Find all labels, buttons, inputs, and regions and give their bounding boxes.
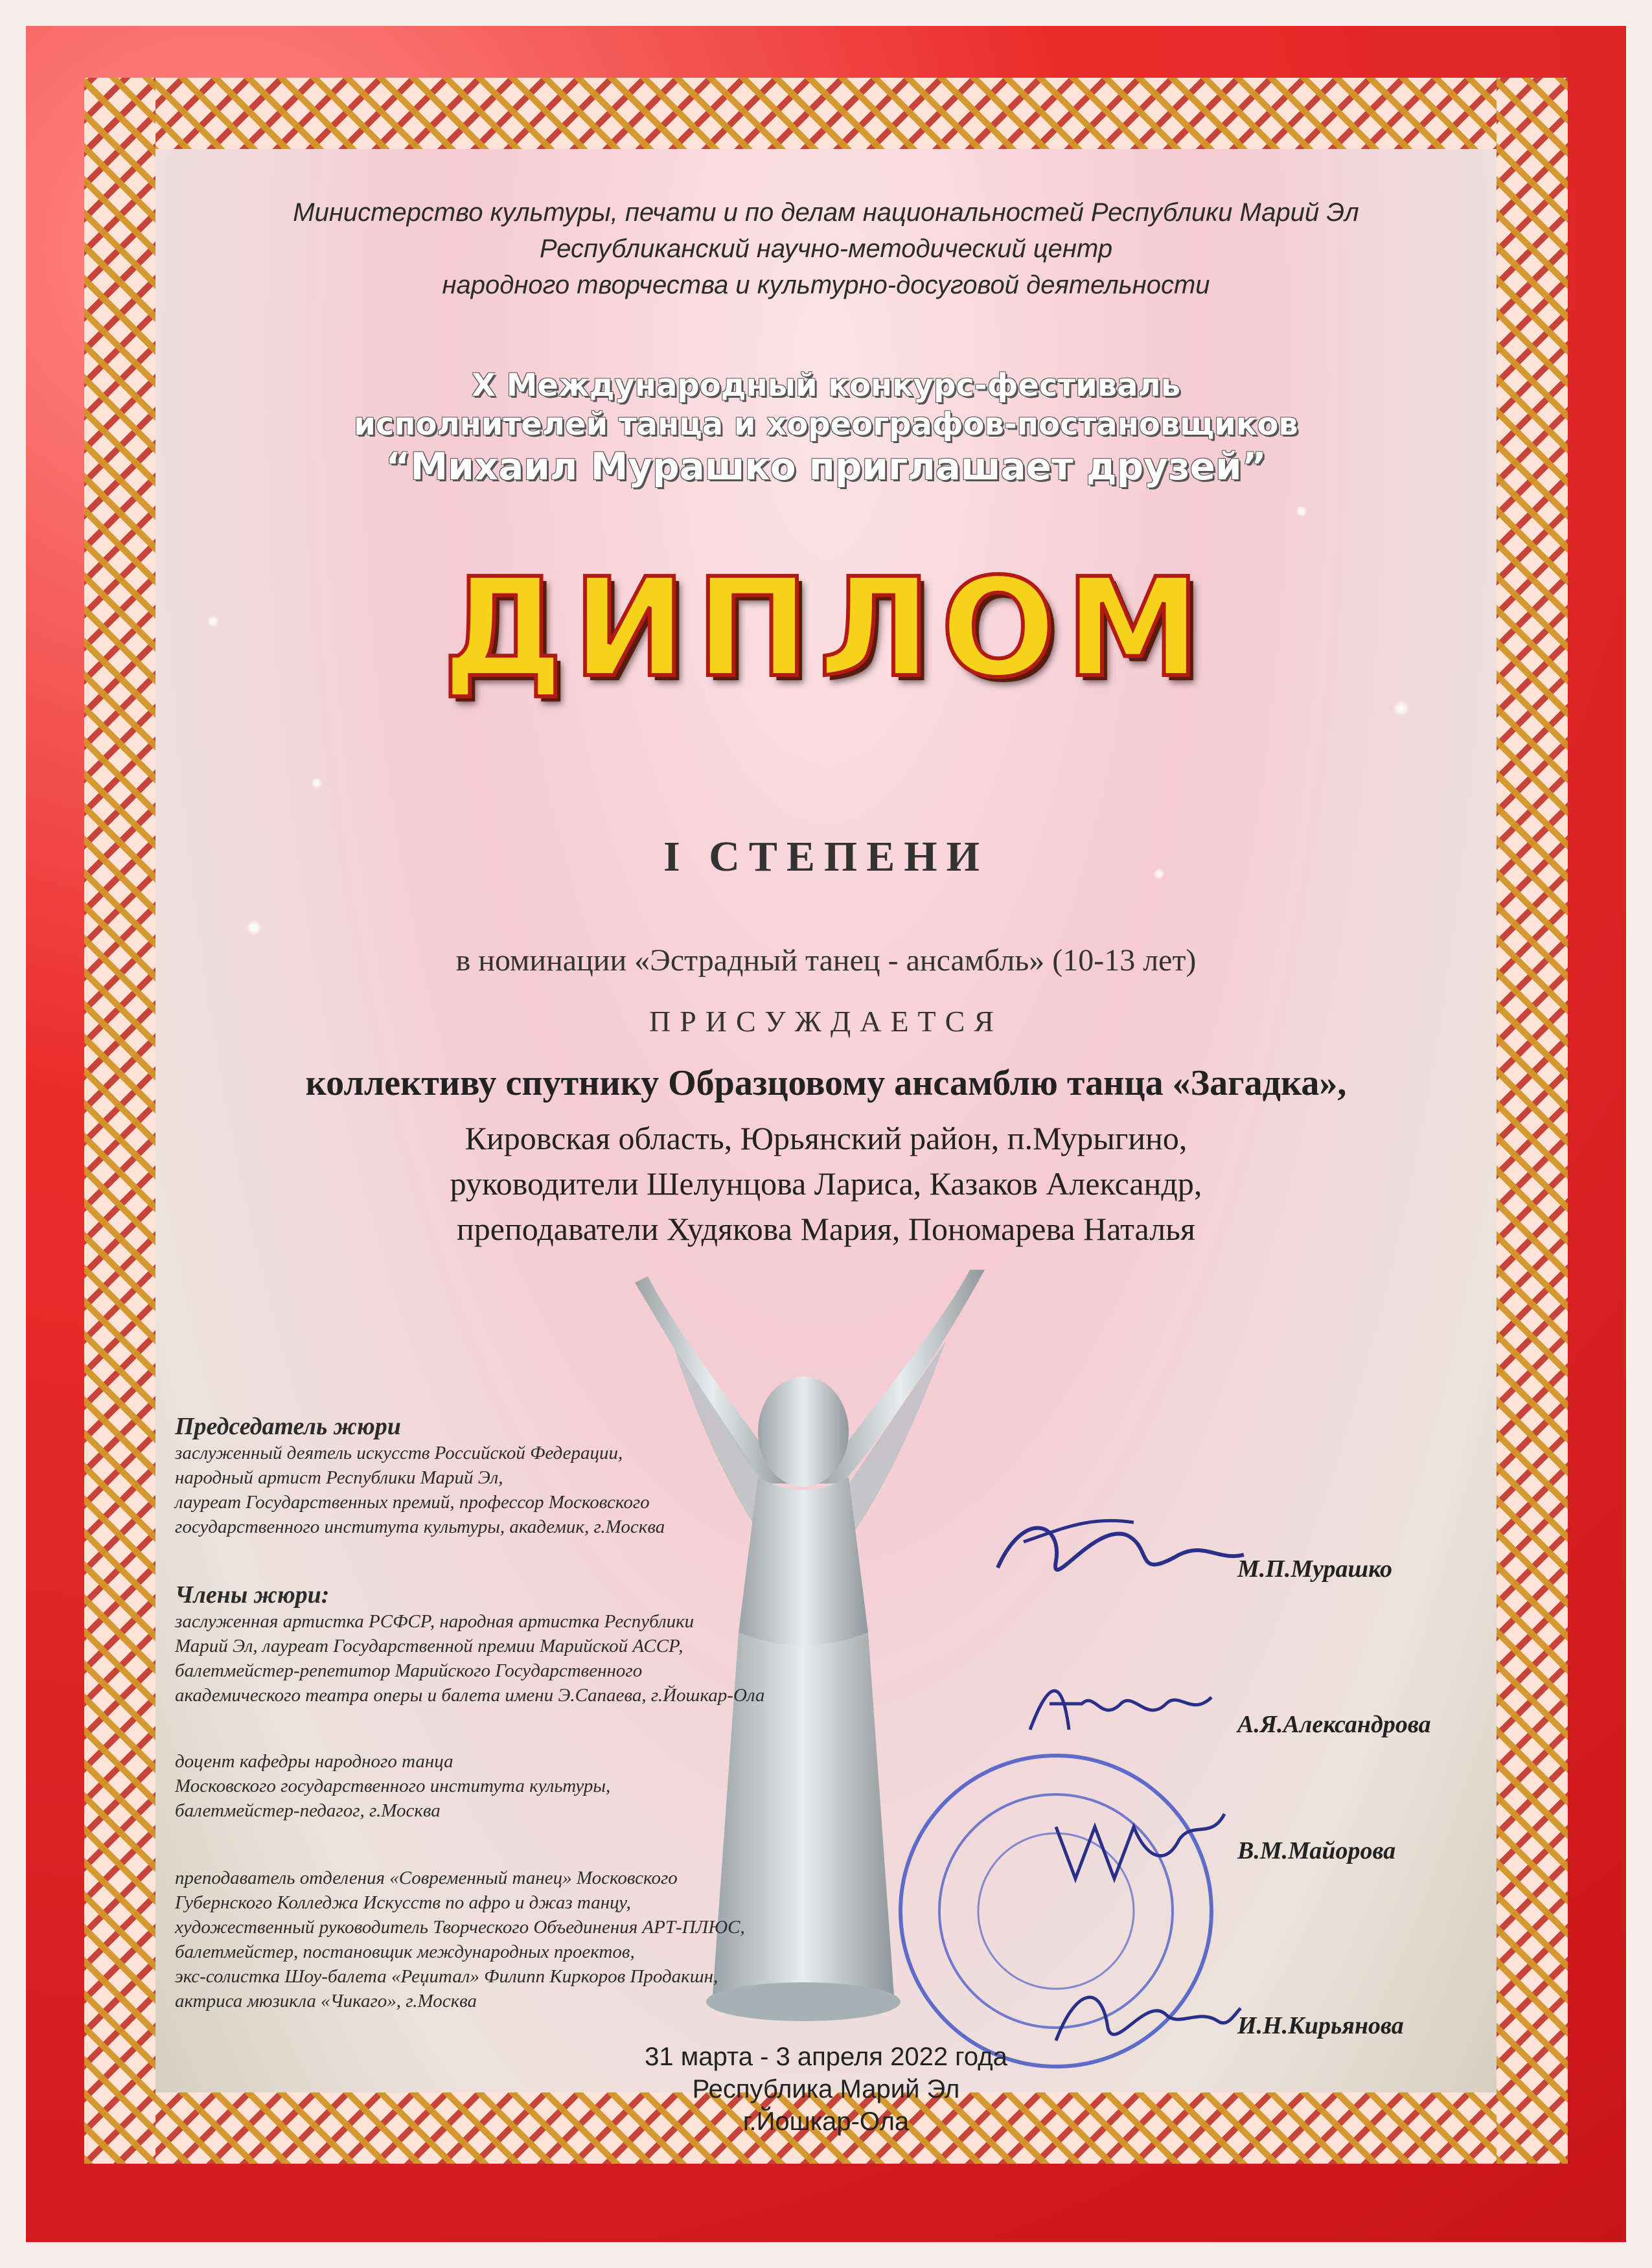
sparkle-decoration: [1393, 700, 1410, 716]
diploma-title: ДИПЛОМ: [442, 549, 1210, 707]
diploma-degree: I СТЕПЕНИ: [663, 833, 989, 880]
jury-members-heading: Члены жюри:: [175, 1581, 330, 1609]
event-region: Республика Марий Эл: [692, 2075, 960, 2103]
ministry-line: Республиканский научно-методический центр: [539, 235, 1113, 263]
signature-chair: [985, 1483, 1257, 1613]
signature-name-member1: А.Я.Александрова: [1237, 1711, 1431, 1738]
jury-member3-block: [175, 1866, 952, 2013]
jury-member1-line: балетмейстер-репетитор Марийского Государственного: [175, 1660, 643, 1681]
jury-member3-line: Губернского Колледжа Искусств по афро и джаз танцу,: [175, 1892, 631, 1913]
jury-member2-line: балетмейстер-педагог, г.Москва: [175, 1800, 441, 1821]
ornament-border-top: [84, 78, 1568, 149]
sparkle-decoration: [1296, 505, 1307, 517]
jury-member1-line: Марий Эл, лауреат Государственной премии Марийской АССР,: [175, 1636, 683, 1656]
jury-member3-line: балетмейстер, постановщик международных проектов,: [175, 1942, 635, 1962]
jury-member3-line: художественный руководитель Творческого Объединения АРТ-ПЛЮС,: [175, 1917, 745, 1938]
recipient-location: Кировская область, Юрьянский район, п.Мурыгино,: [465, 1120, 1187, 1156]
ministry-header: [0, 194, 1652, 303]
jury-chair-line: лауреат Государственных премий, профессор Московского: [175, 1492, 650, 1513]
jury-member3-line: актриса мюзикла «Чикаго», г.Москва: [175, 1991, 477, 2011]
sparkle-decoration: [246, 920, 262, 935]
festival-line: X Международный конкурс-фестиваль: [471, 367, 1181, 404]
awarded-label: ПРИСУЖДАЕТСЯ: [648, 1005, 1004, 1038]
jury-member1-line: заслуженная артистка РСФСР, народная артистка Республики: [175, 1611, 694, 1632]
recipient-teachers: преподаватели Худякова Мария, Пономарева Наталья: [457, 1211, 1195, 1247]
jury-chair-line: государственного института культуры, академик, г.Москва: [175, 1517, 665, 1537]
jury-member2-block: [175, 1749, 952, 1823]
jury-member2-line: доцент кафедры народного танца: [175, 1751, 453, 1772]
jury-chair-block: [175, 1412, 952, 1539]
recipient-name: коллективу спутнику Образцовому ансамблю танца «Загадка»,: [305, 1063, 1347, 1103]
festival-name: “Михаил Мурашко приглашает друзей”: [385, 444, 1267, 488]
jury-members-block: [175, 1581, 952, 1708]
signature-name-member3: И.Н.Кирьянова: [1237, 2012, 1404, 2039]
jury-member3-line: преподаватель отделения «Современный танец» Московского: [175, 1868, 678, 1888]
jury-member2-line: Московского государственного института культуры,: [175, 1776, 611, 1796]
event-date-location: [0, 2041, 1652, 2138]
signature-member1: [1024, 1665, 1218, 1743]
jury-chair-line: заслуженный деятель искусств Российской Федерации,: [175, 1443, 623, 1463]
recipient-leaders: руководители Шелунцова Лариса, Казаков Александр,: [450, 1165, 1202, 1202]
jury-member3-line: экс-солистка Шоу-балета «Реџитал» Филипп Киркоров Продакшн,: [175, 1966, 718, 1987]
ministry-line: Министерство культуры, печати и по делам национальностей Республики Марий Эл: [293, 198, 1359, 227]
ministry-line: народного творчества и культурно-досуговой деятельности: [442, 271, 1210, 299]
jury-chair-line: народный артист Республики Марий Эл,: [175, 1467, 503, 1488]
sparkle-decoration: [311, 777, 323, 789]
festival-line: исполнителей танца и хореографов-постановщиков: [354, 406, 1298, 442]
nomination: в номинации «Эстрадный танец - ансамбль» (10-13 лет): [455, 943, 1197, 978]
jury-chair-heading: Председатель жюри: [175, 1413, 401, 1440]
recipient-details: [0, 1116, 1652, 1252]
festival-title: [0, 366, 1652, 489]
signature-name-member2: В.М.Майорова: [1237, 1837, 1396, 1864]
jury-member1-line: академического театра оперы и балета имени Э.Сапаева, г.Йошкар-Ола: [175, 1685, 765, 1706]
signature-name-chair: М.П.Мурашко: [1237, 1555, 1392, 1583]
event-city: г.Йошкар-Ола: [742, 2107, 910, 2136]
signature-member2: [1050, 1801, 1231, 1892]
event-dates: 31 марта - 3 апреля 2022 года: [645, 2043, 1007, 2071]
